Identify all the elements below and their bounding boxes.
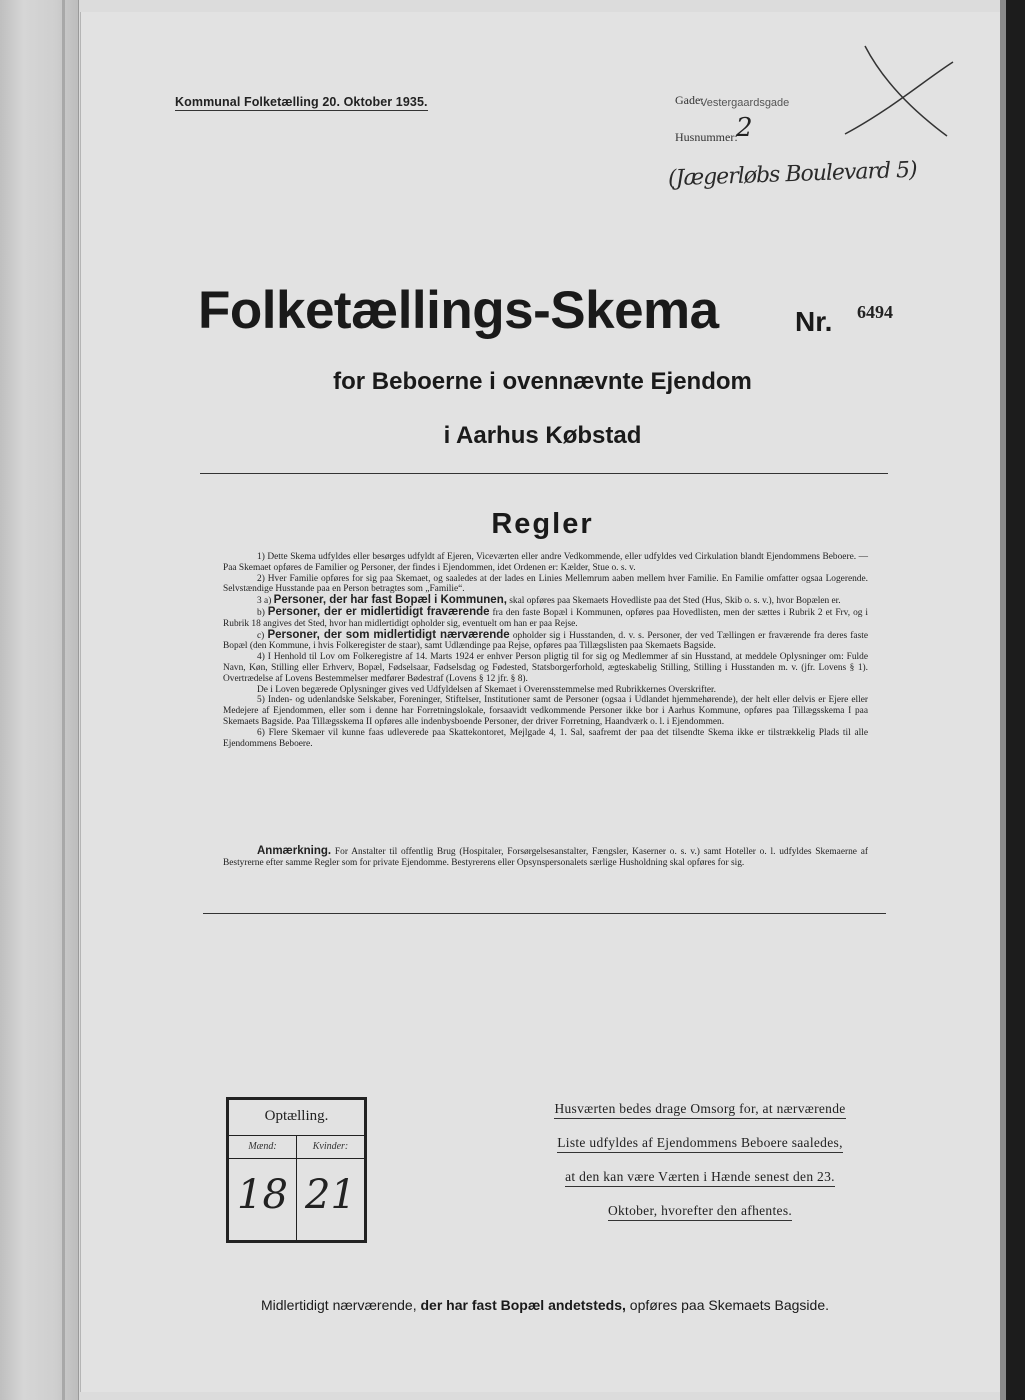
- divider: [203, 913, 886, 914]
- rule-6: 6) Flere Skemaer vil kunne faas udleverede paa Skattekontoret, Mejlgade 4, 1. Sal, saafremt der paa det tilsendte Skema ikke er tilstrækkelig Plads til alle Ejendommens Beboere.: [223, 727, 868, 749]
- rule-3b-body: fra den faste Bopæl i Kommunen, opføres paa Hovedlisten, men der sættes i Rubrik 2 et Frv, og i Rubrik 18 angives det Sted, hvor han midlertidigt opholder sig, eventuelt om han er paa Rejse.: [223, 607, 869, 629]
- count-box-title: Optælling.: [229, 1100, 364, 1136]
- house-number-value: 2: [736, 113, 753, 143]
- rule-3b: [223, 607, 868, 630]
- rule-2: 2) Hver Familie opføres for sig paa Skemaet, og saaledes at der lades en Linies Mellemrum aaben mellem hver Familie. En Familie omfatter ogsaa Logerende. Selvstændige Husstande paa en Person betragtes som „Familie“.: [223, 573, 868, 595]
- book-binding: [0, 0, 79, 1400]
- page-title: Folketællings-Skema: [198, 281, 719, 340]
- women-label: Kvinder:: [297, 1136, 364, 1159]
- men-label: Mænd:: [229, 1136, 296, 1159]
- form-number-value: 6494: [857, 302, 893, 322]
- rule-3c: [223, 630, 868, 653]
- rule-3a-body: skal opføres paa Skemaets Hovedliste paa det Sted (Hus, Skib o. s. v.), hvor Bopælen er.: [509, 596, 841, 607]
- rule-3a-heading: Personer, der har fast Bopæl i Kommunen,: [273, 594, 507, 607]
- footer-pre: Midlertidigt nærværende,: [260, 1297, 417, 1313]
- rule-3c-body: opholder sig i Husstanden, d. v. s. Personer, der ved Tællingen er fraværende fra deres faste Bopæl (den Kommune, i hvis Folkeregister de staar), samt Udlændinge paa Rejse, opføres paa Tillægslisten paa Skemaets Bagside.: [223, 630, 869, 652]
- form-number-label: Nr.: [795, 306, 833, 337]
- rule-3a-prefix: 3 a): [257, 596, 272, 607]
- street-value: Vestergaardsgade: [700, 97, 790, 109]
- footer-bold: der har fast Bopæl andetsteds,: [420, 1297, 626, 1313]
- notice-line-1: Husværten bedes drage Omsorg for, at nærværende: [554, 1101, 845, 1119]
- rules-heading: Regler: [491, 508, 594, 540]
- notice-line-3: at den kan være Værten i Hænde senest den 23.: [565, 1169, 835, 1187]
- rule-3c-prefix: c): [257, 630, 265, 641]
- subtitle-line-2: i Aarhus Købstad: [443, 422, 642, 449]
- rule-1: 1) Dette Skema udfyldes eller besørges udfyldt af Ejeren, Viceværten eller andre Vedkommende, eller udfyldes ved Cirkulation blandt Ejendommens Beboere. — Paa Skemaet opføres de Familier og Personer, der findes i Ejendommen, idet Ordenen er: Kælder, Stue o. s. v.: [223, 552, 868, 573]
- women-count: 21: [305, 1172, 356, 1218]
- rule-3b-prefix: b): [257, 607, 265, 618]
- page-edge: [1000, 0, 1025, 1400]
- notice-line-4: Oktober, hvorefter den afhentes.: [608, 1203, 792, 1221]
- handwritten-address-note: (Jægerløbs Boulevard 5): [667, 157, 918, 192]
- rule-5: 5) Inden- og udenlandske Selskaber, Foreninger, Stiftelser, Institutioner samt de Personer (ogsaa i Udlandet hjemmehørende), der helt eller delvis er Ejere eller Medejere af Ejendommen, eller som i denne har Forretningslokale, forsaavidt vedkommende Personer ikke bor i Aarhus Kommune, opføres paa Tillægsskema I paa Skemaets Bagside. Paa Tillægsskema II opføres alle indenbysboende Personer, der driver Forretning, Haandværk o. l. i Ejendommen.: [223, 695, 868, 727]
- men-count: 18: [237, 1172, 288, 1218]
- census-date-line: Kommunal Folketælling 20. Oktober 1935.: [175, 95, 428, 109]
- remark-heading: Anmærkning.: [257, 845, 332, 857]
- remark-paragraph: [223, 846, 868, 869]
- men-column: [229, 1136, 297, 1240]
- remark-section: [223, 846, 868, 869]
- rule-3c-heading: Personer, der som midlertidigt nærværende: [267, 628, 510, 641]
- women-column: [297, 1136, 364, 1240]
- count-box: [226, 1097, 367, 1243]
- rule-4b: De i Loven begærede Oplysninger gives ved Udfyldelsen af Skemaet i Overensstemmelse med Rubrikkernes Overskrifter.: [257, 684, 716, 695]
- street-label: Gade:: [675, 93, 704, 107]
- subtitle-line-1: for Beboerne i ovennævnte Ejendom: [333, 368, 752, 395]
- house-number-label: Husnummer:: [675, 130, 738, 144]
- rule-4: 4) I Henhold til Lov om Folkeregistre af 14. Marts 1924 er enhver Person pligtig til for sig og Medlemmer af sin Husstand, at meddele Oplysninger om: Fulde Navn, Køn, Stilling eller Erhverv, Bopæl, Fødselsaar, Fødselsdag og Fødested, Statsborgerforhold, ægteskabelig Stilling, Stilling i Husstanden m. v. (jfr. Lovens § 1). Overtrædelse af Lovens Bestemmelser medfører Bødestraf (Lovens § 12 jfr. § 8).: [223, 652, 868, 684]
- cross-mark-icon: [835, 40, 955, 140]
- notice-line-2: Liste udfyldes af Ejendommens Beboere saaledes,: [557, 1135, 843, 1153]
- landlord-notice: [530, 1101, 870, 1237]
- rule-3b-heading: Personer, der er midlertidigt fraværende: [267, 605, 490, 618]
- remark-body: For Anstalter til offentlig Brug (Hospitaler, Forsørgelsesanstalter, Fængsler, Kaserner o. s. v.) samt Hoteller o. l. udfyldes Skemaerne af Bestyrerne efter samme Regler som for private Ejendomme. Bestyrerens eller Opsynspersonalets særlige Husholdning skal opføres for sig.: [223, 847, 869, 868]
- divider: [200, 473, 888, 474]
- footer-note: [0, 1297, 1025, 1313]
- rules-text: [223, 552, 868, 749]
- footer-post: opføres paa Skemaets Bagside.: [629, 1297, 830, 1313]
